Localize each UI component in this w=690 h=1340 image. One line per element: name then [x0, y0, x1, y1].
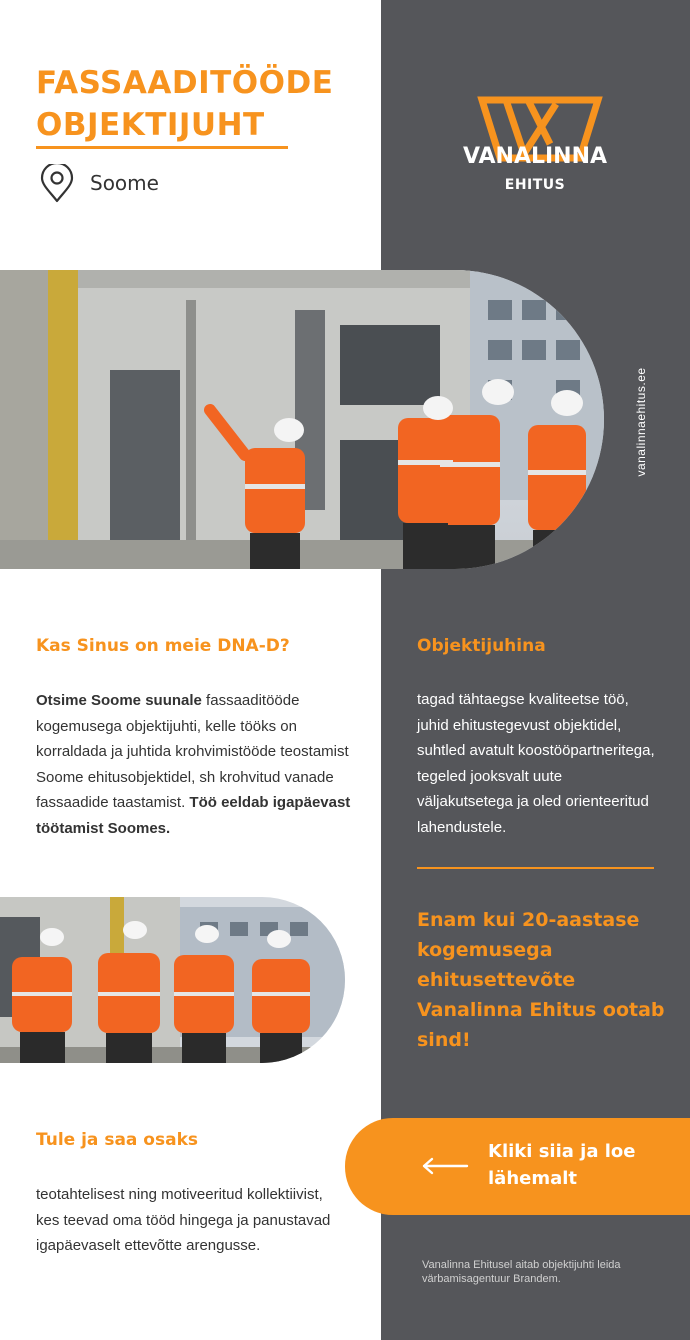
job-title-line-1: FASSAADITÖÖDE: [36, 65, 334, 101]
section-divider: [417, 867, 654, 869]
join-heading: Tule ja saa osaks: [36, 1130, 198, 1150]
brand-subtitle: EHITUS: [504, 177, 566, 193]
website-link[interactable]: vanalinnaehitus.ee: [634, 367, 648, 477]
read-more-button[interactable]: [345, 1118, 690, 1215]
location-pin-icon: [38, 164, 76, 204]
brand-name: VANALINNA: [462, 144, 608, 169]
location-text: Soome: [90, 171, 159, 195]
job-title: [36, 62, 366, 146]
job-title-line-2: OBJEKTIJUHT: [36, 107, 265, 143]
team-group-image: [0, 897, 345, 1063]
company-experience-statement: Enam kui 20-aastase kogemusega ehitusettevõte Vanalinna Ehitus ootab sind!: [417, 909, 665, 1051]
role-paragraph: tagad tähtaegse kvaliteetse töö, juhid ehitustegevust objektidel, suhtled avatult koostööpartneritega, tegeled jooksvalt uute väljakutsetega ja oled orienteeritud lahendustele.: [417, 691, 655, 836]
construction-team-photo: [0, 270, 604, 569]
title-underline: [36, 146, 288, 149]
dna-heading: Kas Sinus on meie DNA-D?: [36, 636, 290, 656]
construction-site-image: [0, 270, 604, 569]
read-more-label: Kliki siia ja loe lähemalt: [488, 1141, 636, 1189]
role-heading: Objektijuhina: [417, 636, 546, 656]
arrow-left-icon: [421, 1156, 469, 1176]
dna-bold-intro: Otsime Soome suunale: [36, 692, 202, 709]
dna-body-text: fassaaditööde kogemusega objektijuhti, kelle tööks on korraldada ja juhtida krohvimistööde teostamist Soome ehitusobjektidel, sh krohvitud vanade fassaadide taastamist.: [36, 692, 349, 811]
join-paragraph: teotahtelisest ning motiveeritud kollektiivist, kes teevad oma tööd hingega ja panustavad igapäevaselt ettevõtte arengusse.: [36, 1186, 331, 1254]
dna-bold-outro: Töö eeldab igapäevast töötamist Soomes.: [36, 794, 351, 837]
team-group-photo: [0, 897, 345, 1063]
recruitment-agency-note: Vanalinna Ehitusel aitab objektijuhti leida värbamisagentuur Brandem.: [422, 1259, 621, 1285]
dna-paragraph: [36, 688, 356, 841]
